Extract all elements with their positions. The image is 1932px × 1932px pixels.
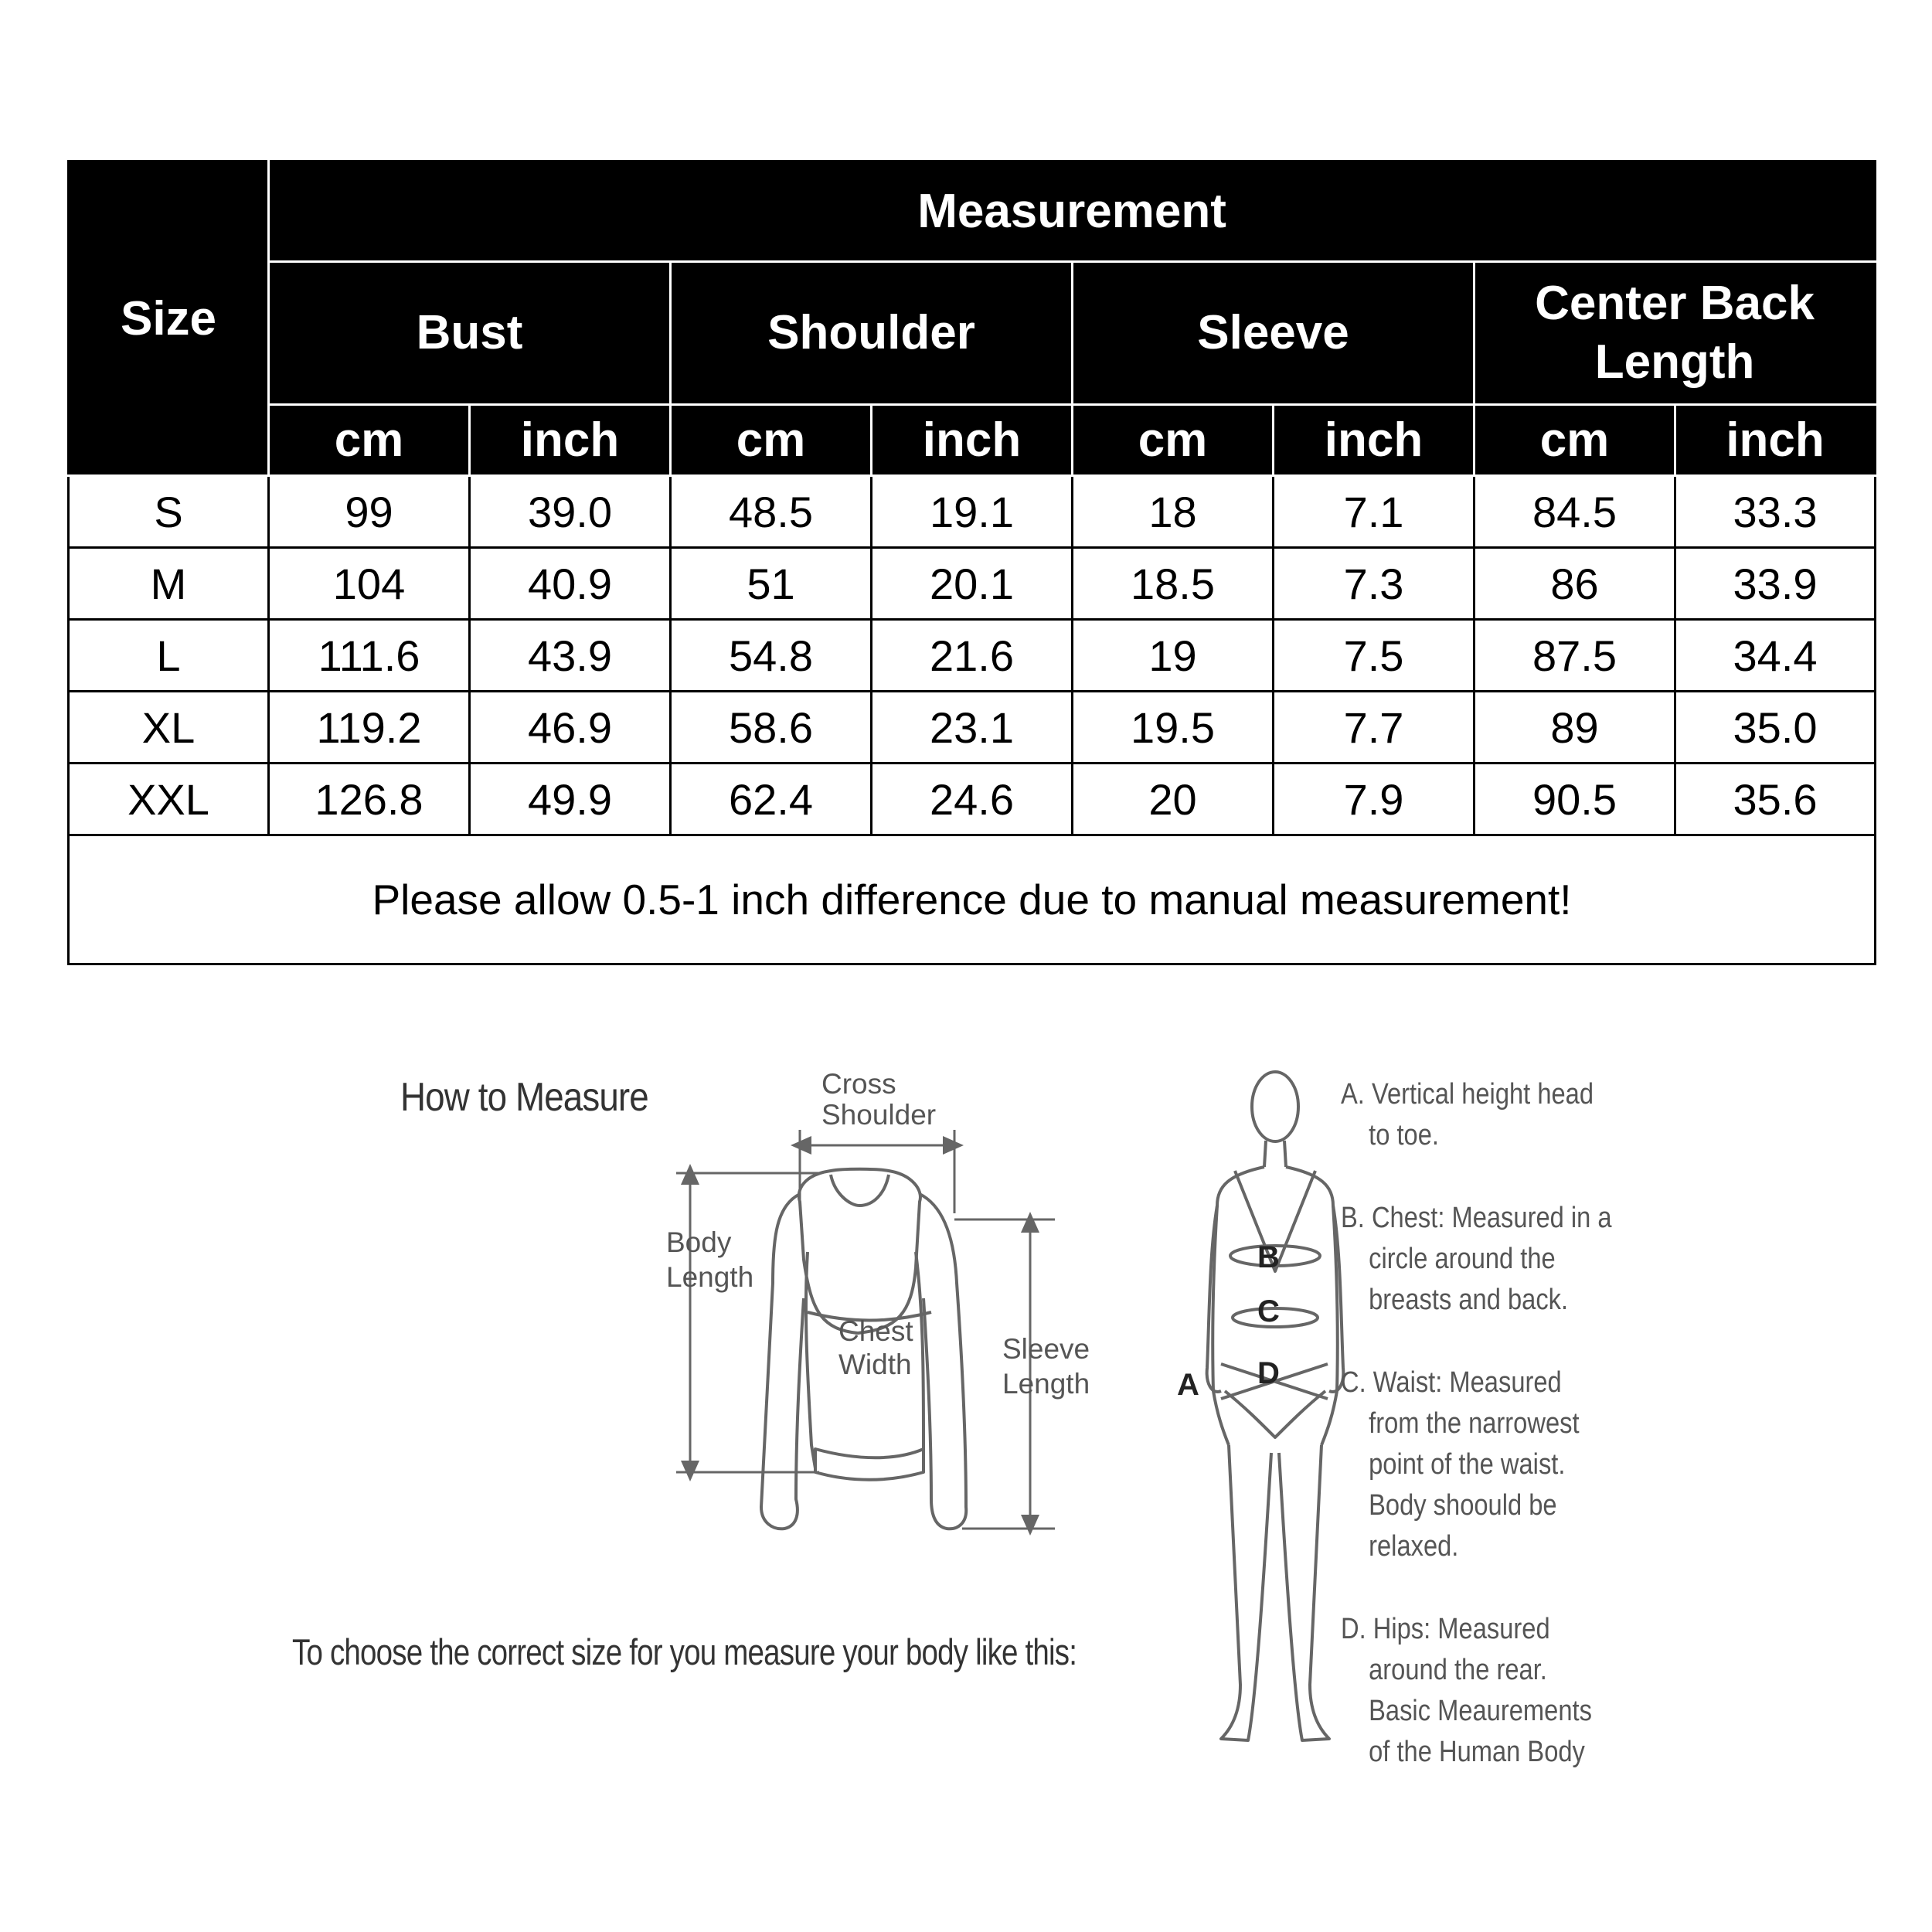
- size-cell: S: [69, 476, 269, 548]
- sweater-sleeve-right: [920, 1194, 966, 1529]
- measurement-cell: 7.1: [1274, 476, 1475, 548]
- measurement-cell: 33.3: [1675, 476, 1876, 548]
- sleeve-length-label-line2: Length: [1002, 1368, 1090, 1400]
- note-a: [1341, 1074, 1620, 1156]
- body-measurement-notes: [1341, 1074, 1665, 1815]
- note-b-line1: B. Chest: Measured in a: [1341, 1202, 1612, 1234]
- measurement-cell: 104: [269, 548, 470, 620]
- group-header-bust: Bust: [269, 262, 671, 405]
- body-mark-d: D: [1257, 1356, 1280, 1390]
- measurement-cell: 89: [1475, 692, 1675, 764]
- body-mark-b: B: [1257, 1240, 1280, 1274]
- measurement-cell: 23.1: [872, 692, 1073, 764]
- measurement-cell: 99: [269, 476, 470, 548]
- body-length-label-line1: Body: [666, 1226, 732, 1258]
- note-a-line1: A. Vertical height head: [1341, 1078, 1594, 1111]
- note-b: [1341, 1198, 1620, 1321]
- note-b-line3: breasts and back.: [1369, 1284, 1569, 1316]
- guide-title: How to Measure: [400, 1075, 648, 1120]
- measurement-cell: 19.1: [872, 476, 1073, 548]
- note-d-line3: Basic Meaurements: [1369, 1695, 1592, 1727]
- measurement-cell: 119.2: [269, 692, 470, 764]
- measurement-note: Please allow 0.5-1 inch difference due to manual measurement!: [69, 835, 1876, 964]
- note-b-line2: circle around the: [1369, 1243, 1556, 1275]
- measurement-cell: 40.9: [470, 548, 671, 620]
- measurement-cell: 87.5: [1475, 620, 1675, 692]
- measurement-cell: 84.5: [1475, 476, 1675, 548]
- unit-header: cm: [671, 405, 872, 476]
- sweater-sleeve-left: [761, 1194, 804, 1529]
- measurement-cell: 20: [1073, 764, 1274, 835]
- measurement-cell: 7.9: [1274, 764, 1475, 835]
- measurement-cell: 19.5: [1073, 692, 1274, 764]
- measurement-cell: 7.3: [1274, 548, 1475, 620]
- measurement-cell: 19: [1073, 620, 1274, 692]
- measurement-cell: 39.0: [470, 476, 671, 548]
- body-neck: [1264, 1141, 1286, 1167]
- note-d-line4: of the Human Body: [1369, 1736, 1585, 1768]
- note-d-line2: around the rear.: [1369, 1654, 1547, 1686]
- chest-width-label-line1: Chest: [838, 1315, 913, 1347]
- measurement-cell: 54.8: [671, 620, 872, 692]
- sweater-hem: [815, 1449, 923, 1480]
- unit-header: inch: [1274, 405, 1475, 476]
- guide-instruction: To choose the correct size for you measure your body like this:: [292, 1631, 1077, 1672]
- body-figure: [1207, 1072, 1344, 1740]
- note-c-line4: Body shoould be: [1369, 1489, 1557, 1522]
- size-cell: XL: [69, 692, 269, 764]
- chest-width-label-line2: Width: [838, 1349, 912, 1380]
- unit-header: inch: [872, 405, 1073, 476]
- size-cell: M: [69, 548, 269, 620]
- measurement-cell: 62.4: [671, 764, 872, 835]
- size-header: Size: [69, 162, 269, 476]
- body-mark-a: A: [1177, 1368, 1199, 1402]
- group-header-shoulder: Shoulder: [671, 262, 1073, 405]
- measurement-cell: 20.1: [872, 548, 1073, 620]
- sweater-body-right: [916, 1252, 923, 1468]
- cross-shoulder-label-line2: Shoulder: [821, 1099, 937, 1131]
- sleeve-length-label-line1: Sleeve: [1002, 1333, 1090, 1365]
- note-c-line1: C. Waist: Measured: [1341, 1366, 1562, 1399]
- measurement-cell: 7.7: [1274, 692, 1475, 764]
- measurement-cell: 48.5: [671, 476, 872, 548]
- unit-header: inch: [1675, 405, 1876, 476]
- measurement-cell: 49.9: [470, 764, 671, 835]
- unit-header: cm: [269, 405, 470, 476]
- measurement-cell: 35.0: [1675, 692, 1876, 764]
- measurement-cell: 126.8: [269, 764, 470, 835]
- group-header-sleeve: Sleeve: [1073, 262, 1475, 405]
- size-cell: XXL: [69, 764, 269, 835]
- sweater-outline: [799, 1169, 920, 1333]
- measurement-cell: 58.6: [671, 692, 872, 764]
- note-a-line2: to toe.: [1369, 1119, 1439, 1151]
- body-legs: [1221, 1445, 1329, 1740]
- unit-header: cm: [1073, 405, 1274, 476]
- measurement-header: Measurement: [269, 162, 1876, 262]
- cross-shoulder-label-line1: Cross: [821, 1068, 896, 1100]
- unit-header: inch: [470, 405, 671, 476]
- measurement-cell: 7.5: [1274, 620, 1475, 692]
- measurement-cell: 86: [1475, 548, 1675, 620]
- measurement-cell: 34.4: [1675, 620, 1876, 692]
- body-length-label-line2: Length: [666, 1261, 754, 1293]
- sweater-collar: [831, 1175, 889, 1206]
- measurement-cell: 43.9: [470, 620, 671, 692]
- measurement-cell: 35.6: [1675, 764, 1876, 835]
- body-mark-c: C: [1257, 1294, 1280, 1328]
- note-c-line5: relaxed.: [1369, 1530, 1459, 1563]
- measurement-cell: 24.6: [872, 764, 1073, 835]
- note-d: [1341, 1609, 1620, 1773]
- measurement-cell: 33.9: [1675, 548, 1876, 620]
- sweater-body-left: [806, 1252, 815, 1468]
- measurement-cell: 18.5: [1073, 548, 1274, 620]
- note-c-line3: point of the waist.: [1369, 1448, 1566, 1481]
- body-head: [1252, 1072, 1298, 1141]
- note-d-line1: D. Hips: Measured: [1341, 1613, 1550, 1645]
- measurement-cell: 46.9: [470, 692, 671, 764]
- measurement-cell: 111.6: [269, 620, 470, 692]
- group-header-center-back-length-text: Center Back Length: [1535, 277, 1815, 389]
- size-cell: L: [69, 620, 269, 692]
- measurement-cell: 21.6: [872, 620, 1073, 692]
- note-c-line2: from the narrowest: [1369, 1407, 1580, 1440]
- measurement-cell: 51: [671, 548, 872, 620]
- note-c: [1341, 1362, 1620, 1567]
- measurement-cell: 18: [1073, 476, 1274, 548]
- measurement-cell: 90.5: [1475, 764, 1675, 835]
- unit-header: cm: [1475, 405, 1675, 476]
